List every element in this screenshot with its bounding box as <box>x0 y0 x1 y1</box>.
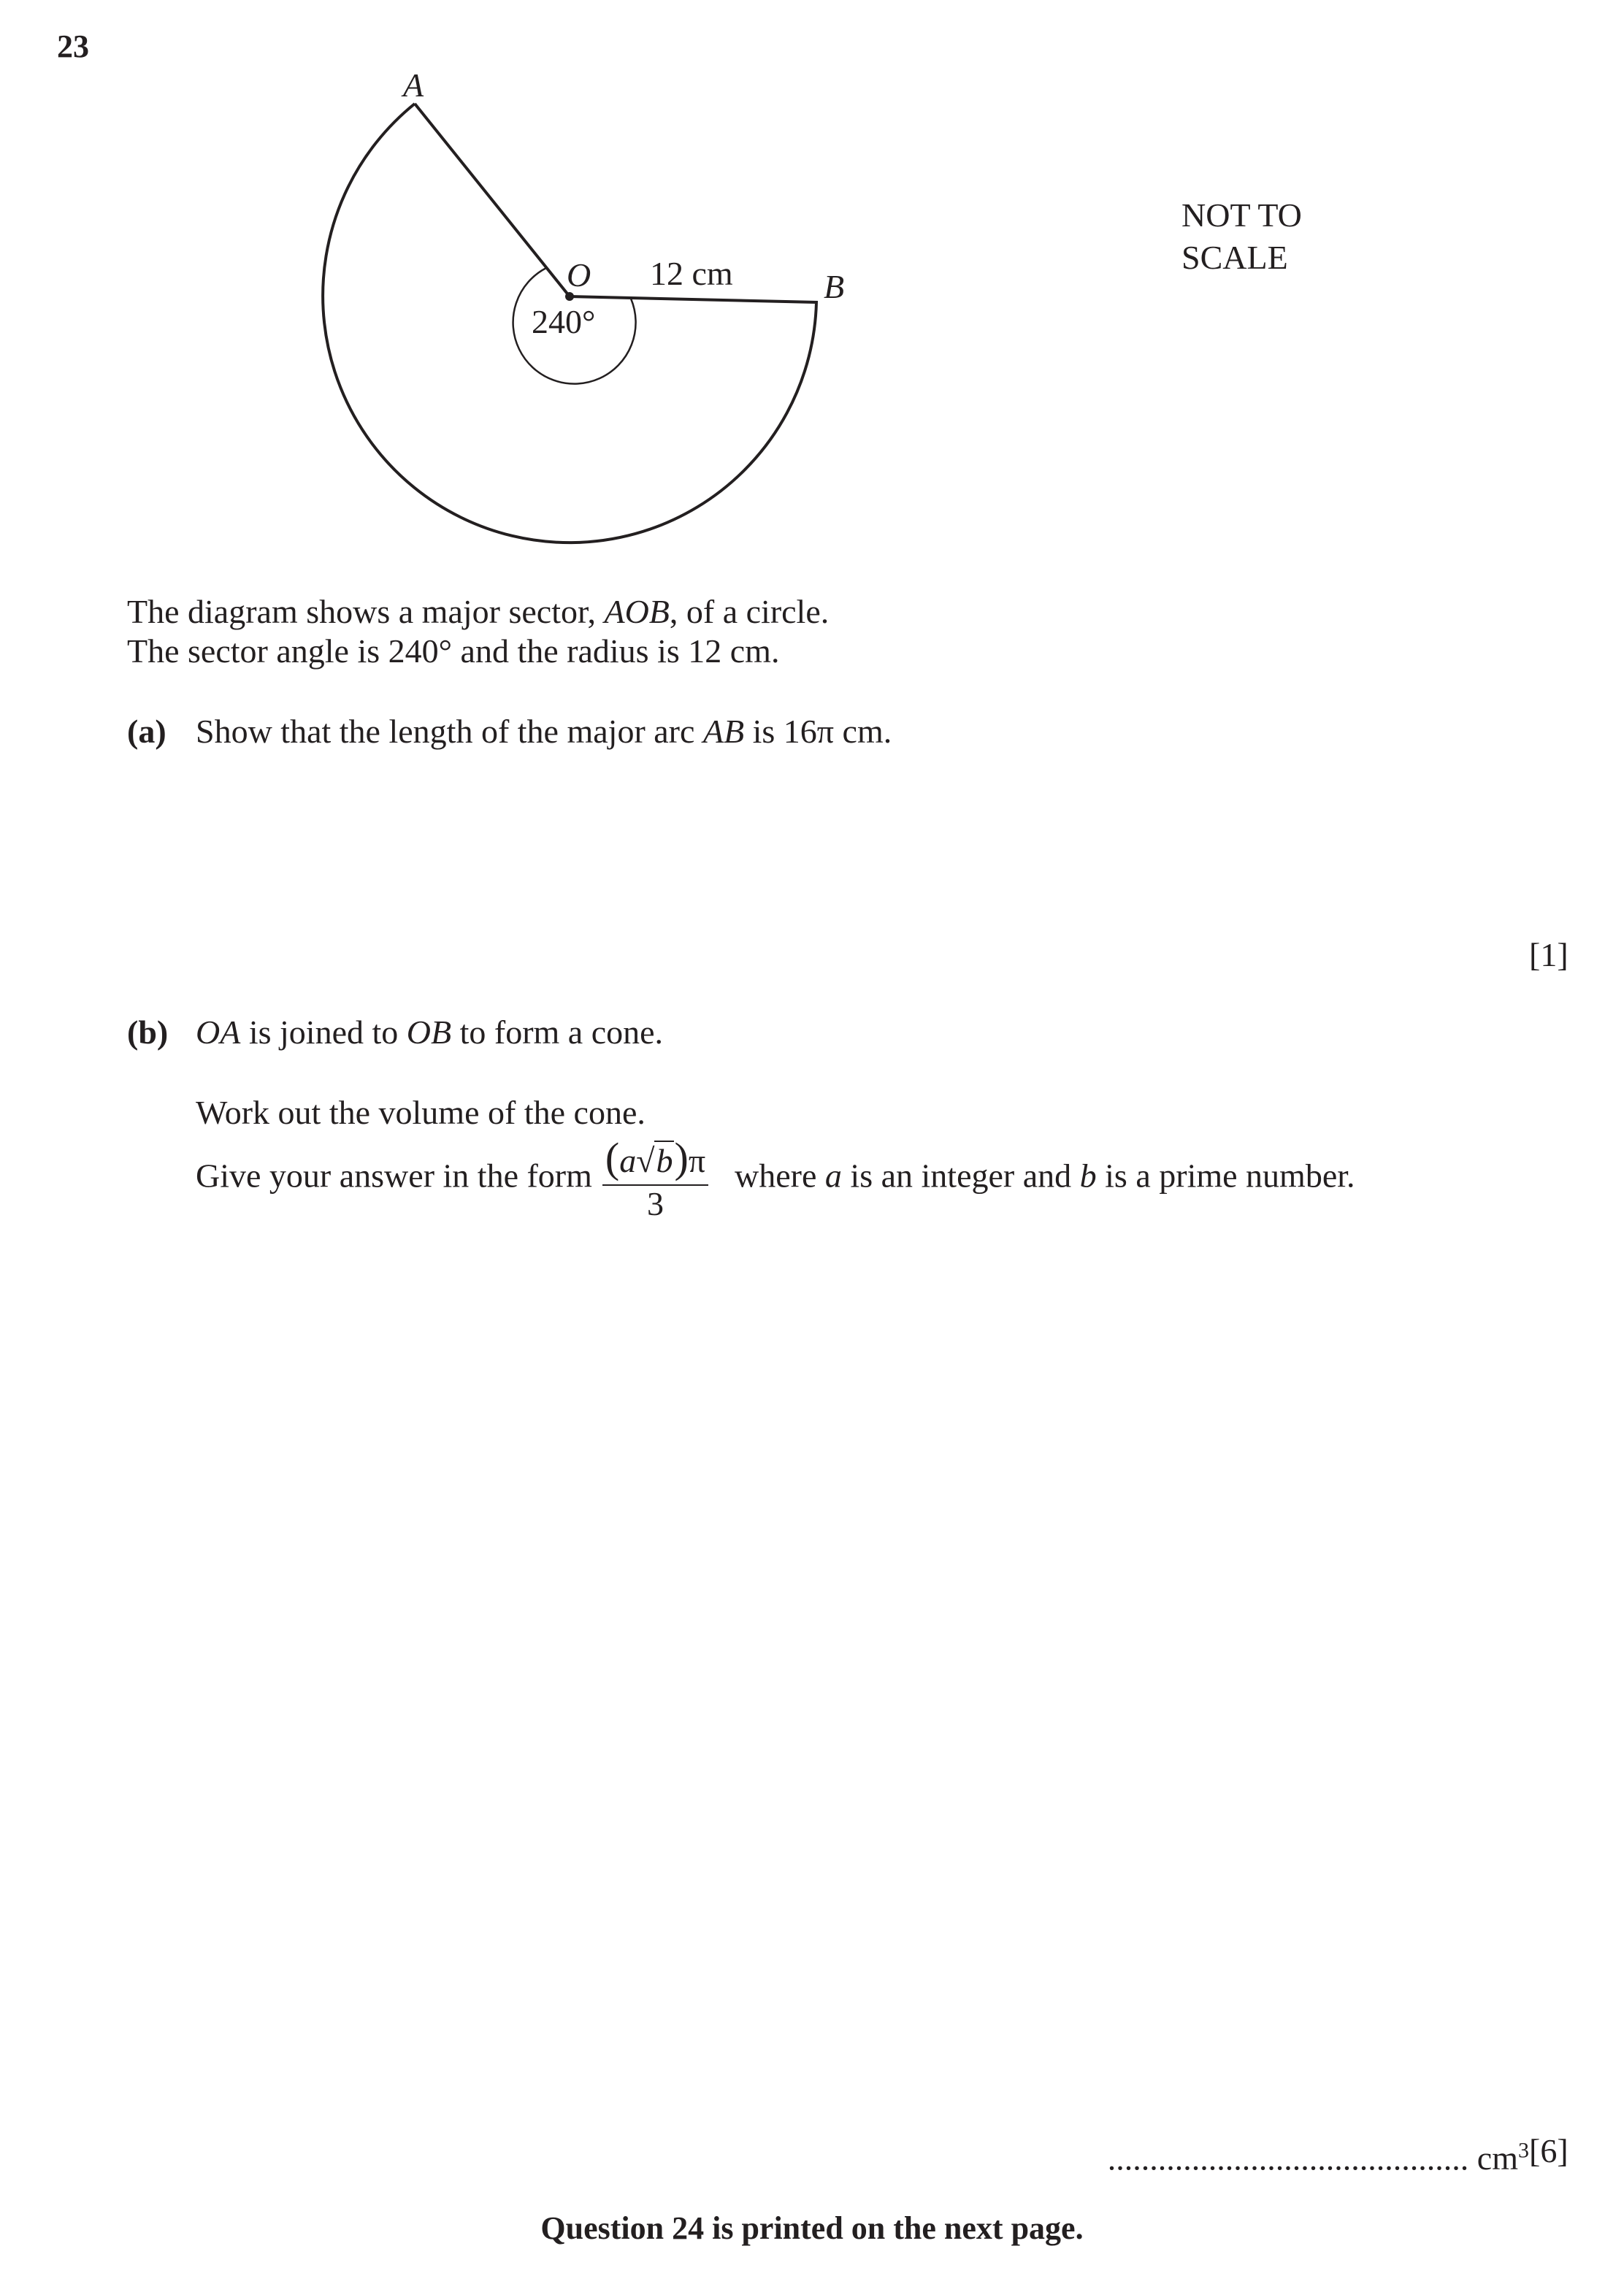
not-to-scale-line1: NOT TO <box>1181 196 1302 234</box>
part-a-marks: [1] <box>1529 936 1569 973</box>
sector-diagram <box>0 0 1624 657</box>
square-root-symbol: √ <box>636 1142 655 1179</box>
label-o: O <box>567 256 591 294</box>
part-a-text: Show that the length of the major arc AB is 16π cm. <box>196 713 892 750</box>
part-b-line-3: Give your answer in the form $\frac{(a√b)\pi}{3}$ where a is an integer and b is a prime number. <box>196 1134 1355 1222</box>
part-b-marks: [6] <box>1529 2132 1569 2169</box>
label-a: A <box>403 66 424 104</box>
question-number: 23 <box>57 28 89 64</box>
part-b-line-1: OA is joined to OB to form a cone. <box>196 1013 664 1051</box>
label-b: B <box>824 268 845 305</box>
radius-label: 12 cm <box>650 255 733 292</box>
intro-line-1: The diagram shows a major sector, AOB, of a circle. <box>127 593 830 630</box>
answer-dots[interactable]: ........................................... <box>1107 2139 1469 2177</box>
answer-line[interactable] <box>1108 2131 1529 2179</box>
not-to-scale-line2: SCALE <box>1181 239 1288 276</box>
intro-line-2: The sector angle is 240° and the radius is 12 cm. <box>127 632 780 670</box>
part-a-label: (a) <box>127 713 166 750</box>
footer-note: Question 24 is printed on the next page. <box>540 2210 1084 2246</box>
answer-form-fraction: $\frac{(a√b)\pi}{3}$ <box>602 1136 708 1222</box>
part-b-line-2: Work out the volume of the cone. <box>196 1094 646 1131</box>
answer-unit: $cm^3$ <box>1476 2139 1529 2177</box>
part-b-label: (b) <box>127 1013 169 1051</box>
angle-label: 240° <box>532 303 596 340</box>
